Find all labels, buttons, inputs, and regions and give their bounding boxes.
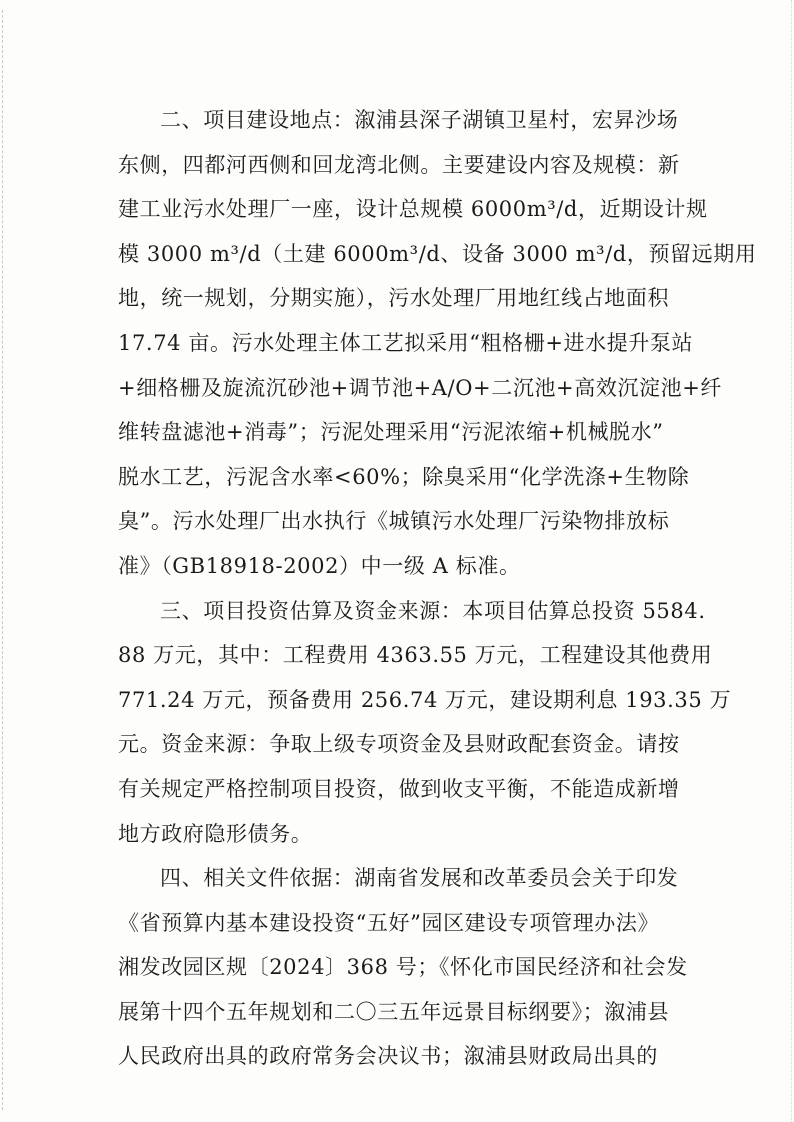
text-line: 88 万元，其中：工程费用 4363.55 万元，工程建设其他费用 bbox=[118, 643, 713, 668]
text-line: 湘发改园区规〔2024〕368 号；《怀化市国民经济和社会发 bbox=[118, 955, 688, 980]
text-line: 有关规定严格控制项目投资，做到收支平衡，不能造成新增 bbox=[118, 776, 680, 801]
text-line: 东侧，四都河西侧和回龙湾北侧。主要建设内容及规模：新 bbox=[118, 152, 680, 177]
text-line: 展第十四个五年规划和二〇三五年远景目标纲要》；溆浦县 bbox=[118, 999, 670, 1024]
text-line: 准》（GB18918-2002）中一级 A 标准。 bbox=[118, 553, 521, 578]
text-line: +细格栅及旋流沉砂池+调节池+A/O+二沉池+高效沉淀池+纤 bbox=[118, 375, 723, 400]
text-line: 二、项目建设地点：溆浦县深子湖镇卫星村，宏昇沙场 bbox=[160, 108, 679, 132]
paragraph-project-location bbox=[118, 98, 757, 589]
text-line: 四、相关文件依据：湖南省发展和改革委员会关于印发 bbox=[160, 866, 679, 891]
text-line: 771.24 万元，预备费用 256.74 万元，建设期利息 193.35 万 bbox=[118, 687, 732, 712]
document-body bbox=[118, 98, 757, 1079]
text-line: 元。资金来源：争取上级专项资金及县财政配套资金。请按 bbox=[118, 732, 680, 757]
text-line: 建工业污水处理厂一座，设计总规模 6000m³/d，近期设计规 bbox=[118, 197, 708, 222]
text-line: 人民政府出具的政府常务会决议书；溆浦县财政局出具的 bbox=[118, 1044, 658, 1069]
text-line: 臭”。污水处理厂出水执行《城镇污水处理厂污染物排放标 bbox=[118, 509, 670, 534]
scan-edge-left bbox=[2, 10, 5, 1110]
text-line: 17.74 亩。污水处理主体工艺拟采用“粗格栅+进水提升泵站 bbox=[118, 330, 694, 355]
text-line: 《省预算内基本建设投资“五好”园区建设专项管理办法》 bbox=[118, 910, 660, 935]
text-line: 脱水工艺，污泥含水率<60%；除臭采用“化学洗涤+生物除 bbox=[118, 464, 690, 489]
text-line: 三、项目投资估算及资金来源：本项目估算总投资 5584. bbox=[160, 598, 706, 623]
text-line: 地方政府隐形债务。 bbox=[118, 821, 313, 846]
scan-edge-right bbox=[789, 0, 792, 1122]
text-line: 维转盘滤池+消毒”；污泥处理采用“污泥浓缩+机械脱水” bbox=[118, 420, 664, 445]
text-line: 地，统一规划，分期实施），污水处理厂用地红线占地面积 bbox=[118, 286, 670, 311]
text-line: 模 3000 m³/d（土建 6000m³/d、设备 3000 m³/d，预留远期用 bbox=[118, 241, 757, 266]
paragraph-basis bbox=[118, 856, 688, 1079]
paragraph-investment bbox=[118, 589, 732, 857]
